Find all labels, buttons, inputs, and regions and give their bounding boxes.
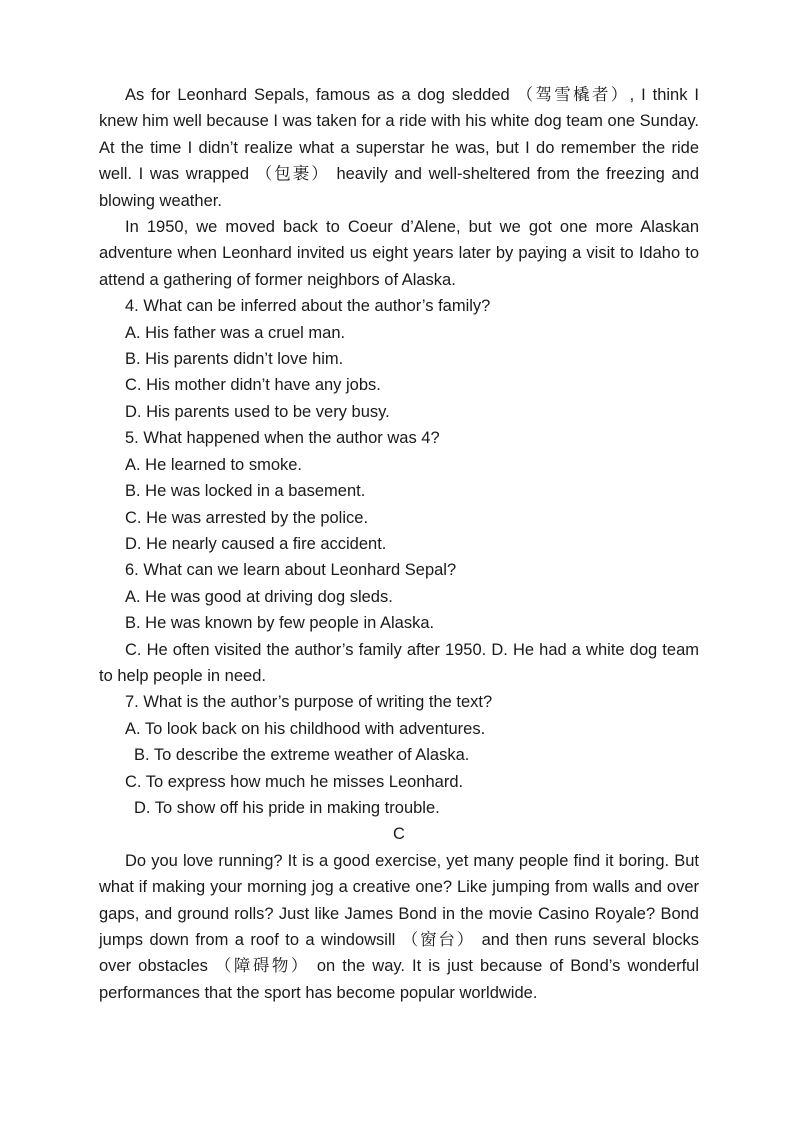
question-7-option-b: B. To describe the extreme weather of Alaska. <box>134 746 470 765</box>
question-7-option-c: C. To express how much he misses Leonhard. <box>125 772 464 791</box>
paragraph-leonhard-ride: As for Leonhard Sepals, famous as a dog sledded （驾雪橇者）, I think I knew him well because I was taken for a ride with his white dog team one Sunday. At the time I didn’t realize what a superstar he was, but I do remember the ride well. I was wrapped （包裹） heavily and well-sheltered from the freezing and blowing weather. <box>99 86 699 210</box>
question-5-option-c: C. He was arrested by the police. <box>125 508 369 527</box>
section-c-heading: C <box>393 825 405 844</box>
paragraph-parkour-intro: Do you love running? It is a good exercise, yet many people find it boring. But what if making your morning jog a creative one? Like jumping from walls and over gaps, and ground rolls? Just like James Bond in the movie Casino Royale? Bond jumps down from a roof to a windowsill （窗台） and then runs several blocks over obstacles （障碍物） on the way. It is just because of Bond’s wonderful performances that the sport has become popular worldwide. <box>99 851 699 1002</box>
question-4-option-c: C. His mother didn’t have any jobs. <box>125 376 381 395</box>
question-4-option-b: B. His parents didn’t love him. <box>125 350 344 369</box>
question-7-option-a: A. To look back on his childhood with adventures. <box>125 719 486 738</box>
question-6-option-a: A. He was good at driving dog sleds. <box>125 587 393 606</box>
document-body <box>99 82 699 1006</box>
question-4-option-d: D. His parents used to be very busy. <box>125 402 390 421</box>
question-6-options-c-d: C. He often visited the author’s family after 1950. D. He had a white dog team to help people in need. <box>99 640 699 685</box>
question-5-option-b: B. He was locked in a basement. <box>125 482 366 501</box>
question-4-stem: 4. What can be inferred about the author’s family? <box>125 297 491 316</box>
question-5-stem: 5. What happened when the author was 4? <box>125 429 440 448</box>
question-7-stem: 7. What is the author’s purpose of writing the text? <box>125 693 493 712</box>
question-6-option-b: B. He was known by few people in Alaska. <box>125 614 435 633</box>
question-5-option-a: A. He learned to smoke. <box>125 455 303 474</box>
paragraph-move-back: In 1950, we moved back to Coeur d’Alene, but we got one more Alaskan adventure when Leonhard invited us eight years later by paying a visit to Idaho to attend a gathering of former neighbors of Alaska. <box>99 218 699 289</box>
question-5-option-d: D. He nearly caused a fire accident. <box>125 534 387 553</box>
question-6-stem: 6. What can we learn about Leonhard Sepal? <box>125 561 457 580</box>
question-4-option-a: A. His father was a cruel man. <box>125 323 346 342</box>
question-7-option-d: D. To show off his pride in making trouble. <box>134 798 440 817</box>
